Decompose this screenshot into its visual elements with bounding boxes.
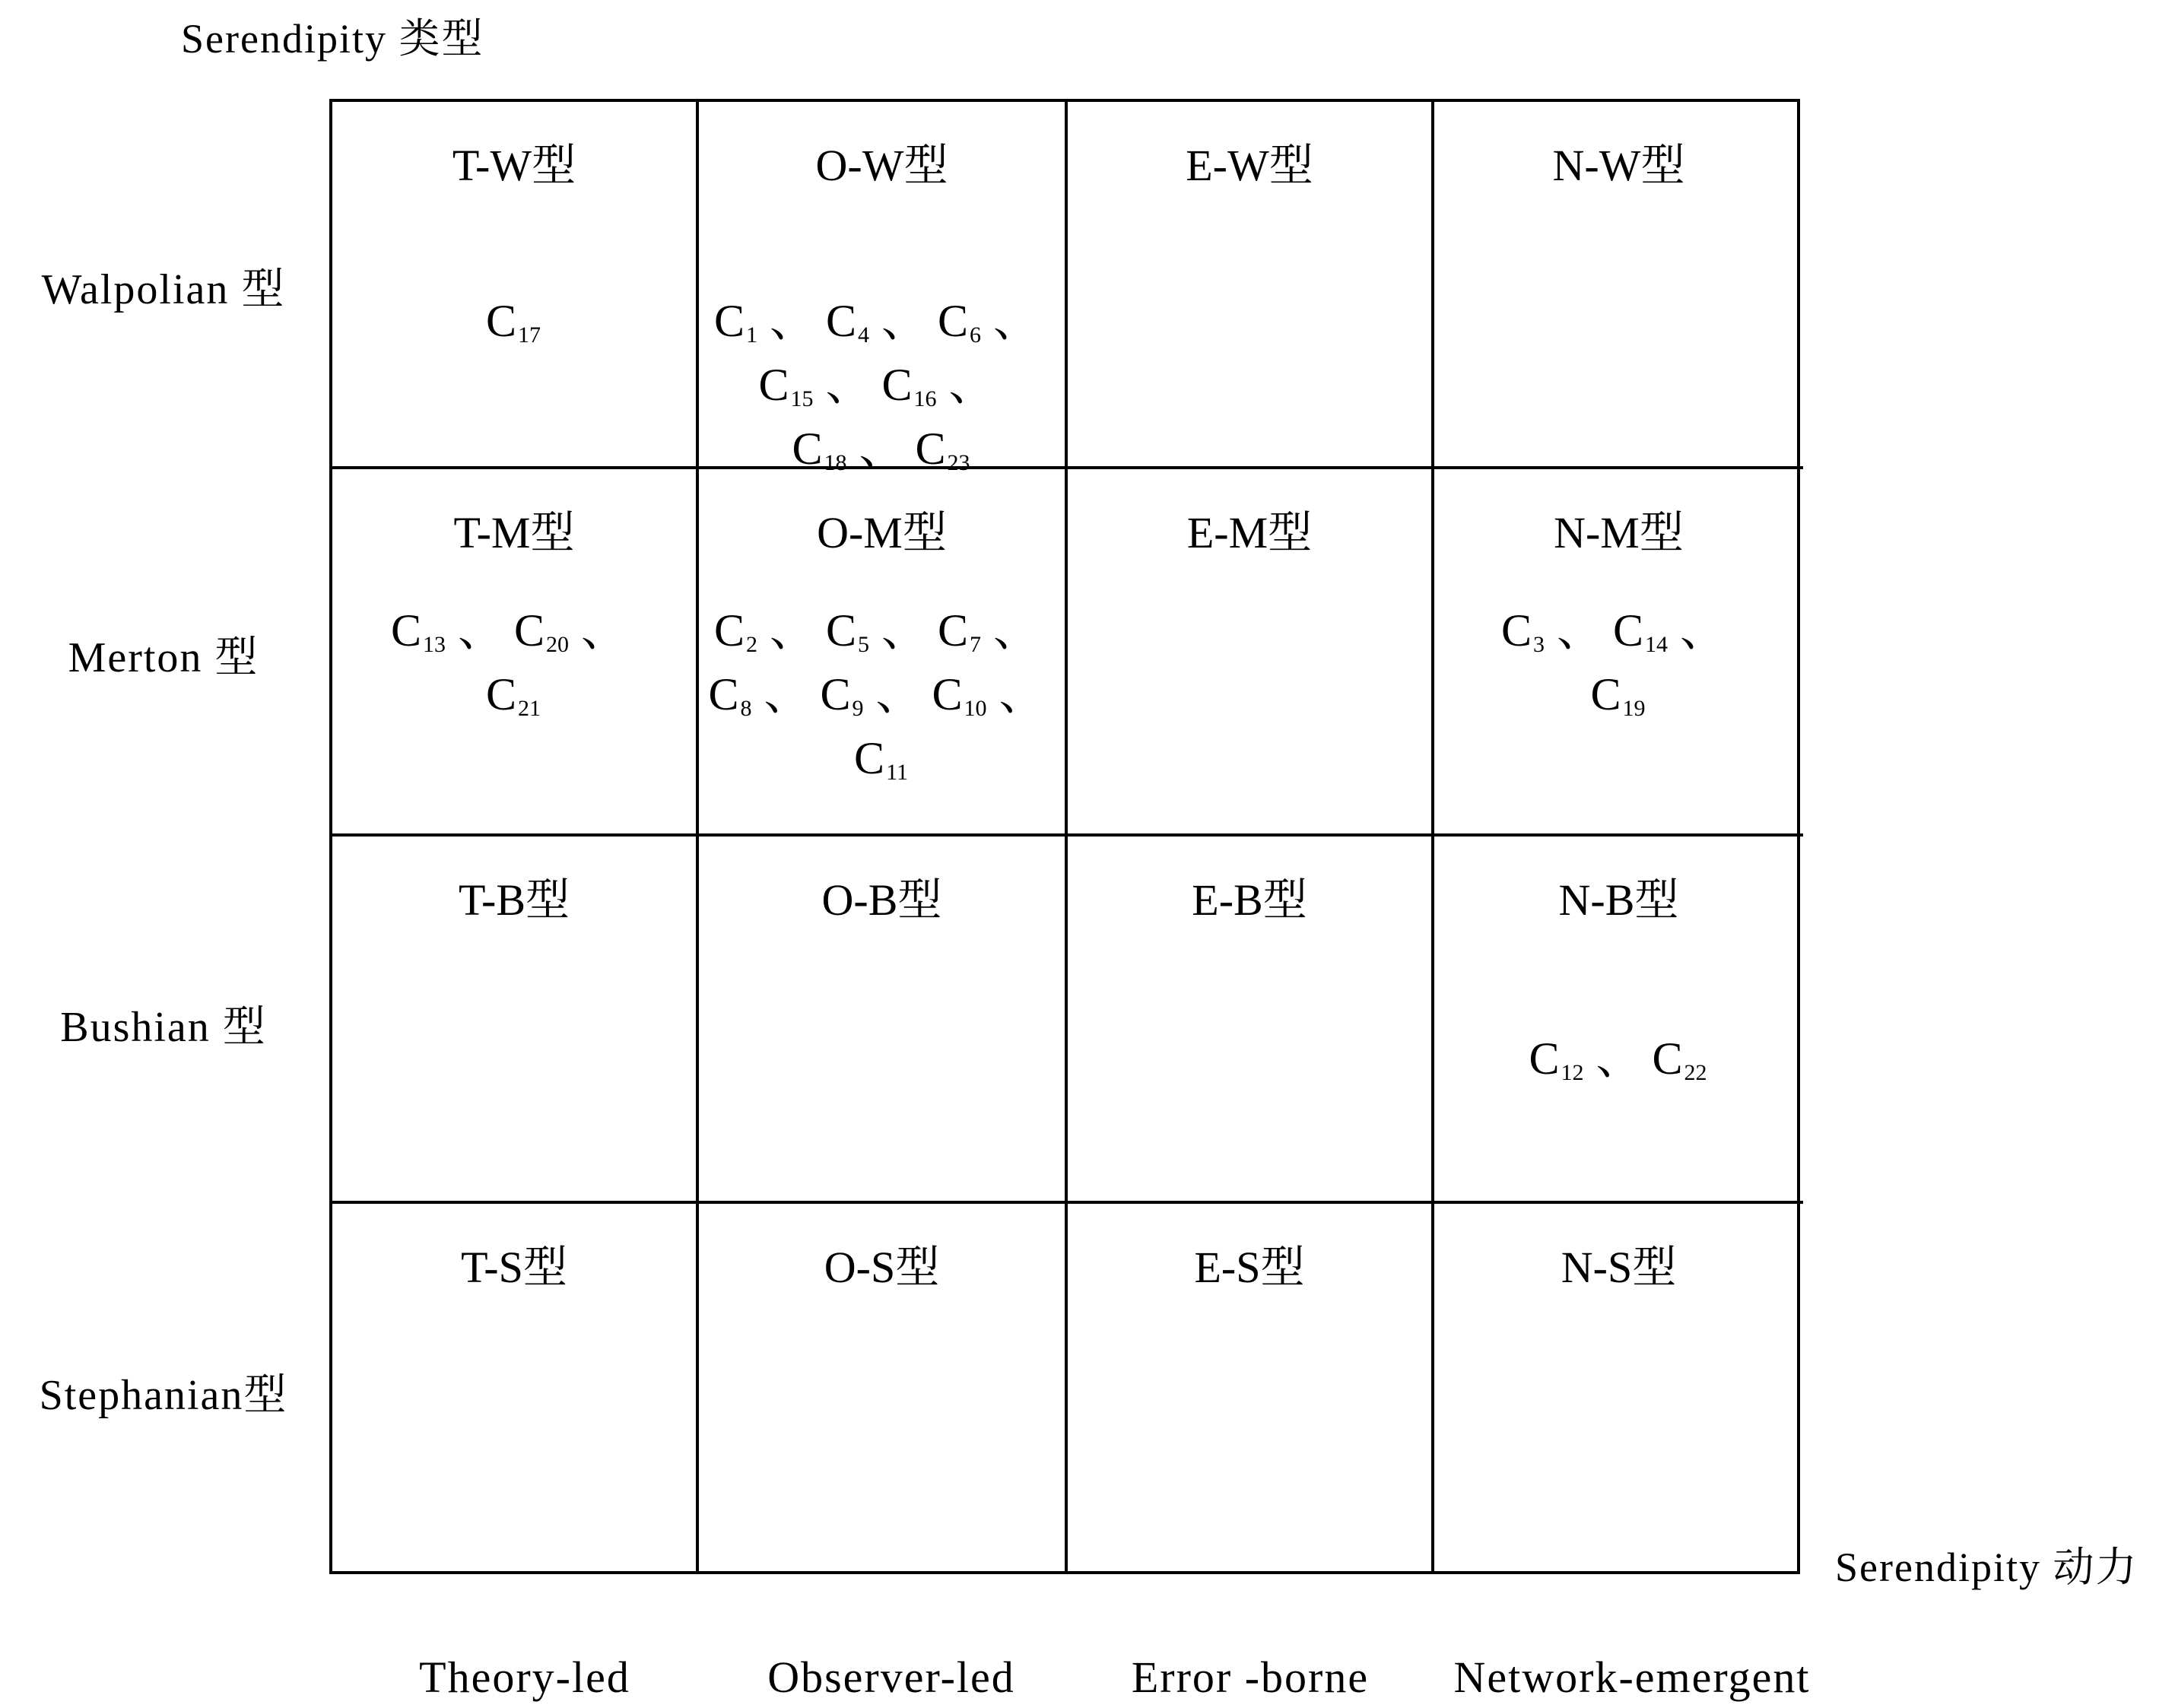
- case-separator: 、: [881, 296, 928, 346]
- cell-title: E-B型: [1192, 875, 1307, 925]
- case-list: [332, 289, 696, 353]
- cell-title: N-S型: [1561, 1243, 1677, 1292]
- row-label-merton: Merton 型: [68, 634, 259, 681]
- case-line: [332, 289, 696, 353]
- matrix-cell: [1068, 1204, 1434, 1571]
- case-label: $C_{15}$: [758, 360, 814, 411]
- case-line: [699, 598, 1065, 662]
- case-label: $C_4$: [825, 296, 870, 348]
- case-label: $C_{22}$: [1652, 1033, 1707, 1085]
- case-separator: 、: [993, 605, 1040, 656]
- cell-title: E-S型: [1194, 1243, 1305, 1292]
- case-label: $C_5$: [825, 605, 870, 657]
- case-list: [699, 598, 1065, 790]
- matrix-cell: [699, 102, 1068, 475]
- case-separator: 、: [458, 605, 503, 656]
- cell-title: T-S型: [461, 1243, 567, 1292]
- case-line: [1434, 1027, 1803, 1091]
- case-label: $C_7$: [938, 605, 982, 657]
- case-separator: 、: [769, 605, 815, 656]
- case-list: [699, 289, 1065, 481]
- case-label: $C_{10}$: [932, 669, 987, 721]
- case-separator: 、: [999, 669, 1045, 719]
- cell-title: O-B型: [821, 875, 942, 925]
- matrix-cell: [699, 469, 1068, 837]
- case-label: $C_{19}$: [1590, 669, 1646, 721]
- case-line: [332, 598, 696, 662]
- case-label: $C_{21}$: [485, 669, 541, 721]
- cell-title: T-W型: [452, 141, 576, 190]
- case-label: $C_6$: [938, 296, 982, 348]
- case-separator: 、: [1596, 1033, 1642, 1084]
- case-label: $C_9$: [820, 669, 864, 721]
- row-label-stephanian: Stephanian型: [39, 1372, 288, 1419]
- case-separator: 、: [1557, 605, 1602, 656]
- case-label: $C_2$: [713, 605, 757, 657]
- case-separator: 、: [993, 296, 1040, 346]
- case-list: [332, 598, 696, 726]
- case-separator: 、: [581, 605, 627, 656]
- y-axis-title: Serendipity 类型: [181, 16, 484, 62]
- matrix-cell: [1068, 469, 1434, 837]
- matrix-cell: [332, 102, 699, 469]
- case-line: [699, 662, 1065, 726]
- col-label-network-emergent: Network-emergent: [1453, 1652, 1811, 1702]
- matrix-cell: [1434, 469, 1803, 837]
- case-separator: 、: [859, 424, 905, 474]
- case-separator: 、: [769, 296, 815, 346]
- cell-title: O-S型: [824, 1243, 940, 1292]
- matrix-cell: [1068, 837, 1434, 1204]
- case-label: $C_{20}$: [514, 605, 570, 657]
- case-line: [699, 289, 1065, 353]
- serendipity-matrix: [329, 99, 1800, 1574]
- case-line: [1434, 662, 1803, 726]
- cell-title: T-M型: [453, 508, 575, 557]
- matrix-cell: [1434, 102, 1803, 469]
- case-label: $C_{18}$: [792, 424, 847, 475]
- matrix-cell: [699, 837, 1068, 1204]
- matrix-cell: [1434, 837, 1803, 1204]
- case-label: $C_{16}$: [881, 360, 937, 411]
- case-separator: 、: [875, 669, 922, 719]
- row-label-bushian: Bushian 型: [60, 1004, 267, 1051]
- cell-title: N-M型: [1554, 508, 1684, 557]
- case-line: [1434, 598, 1803, 662]
- case-label: $C_3$: [1500, 605, 1545, 657]
- case-label: $C_8$: [708, 669, 752, 721]
- case-line: [699, 726, 1065, 790]
- col-label-error-borne: Error -borne: [1131, 1652, 1370, 1702]
- case-label: $C_{17}$: [485, 296, 541, 348]
- case-separator: 、: [1680, 605, 1726, 656]
- matrix-cell: [1434, 1204, 1803, 1571]
- case-label: $C_{12}$: [1529, 1033, 1584, 1085]
- case-separator: 、: [825, 360, 872, 410]
- col-label-observer-led: Observer-led: [767, 1652, 1015, 1702]
- case-line: [699, 353, 1065, 417]
- case-separator: 、: [881, 605, 928, 656]
- cell-title: N-B型: [1558, 875, 1679, 925]
- cell-title: T-B型: [458, 875, 570, 925]
- case-label: $C_{23}$: [915, 424, 970, 475]
- case-label: $C_{11}$: [854, 733, 908, 785]
- x-axis-title: Serendipity 动力: [1835, 1545, 2138, 1590]
- case-list: [1434, 598, 1803, 726]
- case-list: [1434, 1027, 1803, 1091]
- case-label: $C_{14}$: [1613, 605, 1669, 657]
- matrix-cell: [1068, 102, 1434, 469]
- matrix-cell: [332, 469, 699, 837]
- cell-title: O-W型: [815, 141, 948, 190]
- col-label-theory-led: Theory-led: [419, 1652, 630, 1702]
- case-separator: 、: [764, 669, 810, 719]
- case-line: [332, 662, 696, 726]
- matrix-cell: [332, 1204, 699, 1571]
- cell-title: N-W型: [1552, 141, 1685, 190]
- matrix-cell: [332, 837, 699, 1204]
- cell-title: O-M型: [817, 508, 947, 557]
- case-label: $C_{13}$: [390, 605, 446, 657]
- case-separator: 、: [948, 360, 995, 410]
- case-label: $C_1$: [713, 296, 757, 348]
- cell-title: E-W型: [1186, 141, 1313, 190]
- matrix-cell: [699, 1204, 1068, 1571]
- row-label-walpolian: Walpolian 型: [41, 266, 286, 313]
- cell-title: E-M型: [1186, 508, 1313, 557]
